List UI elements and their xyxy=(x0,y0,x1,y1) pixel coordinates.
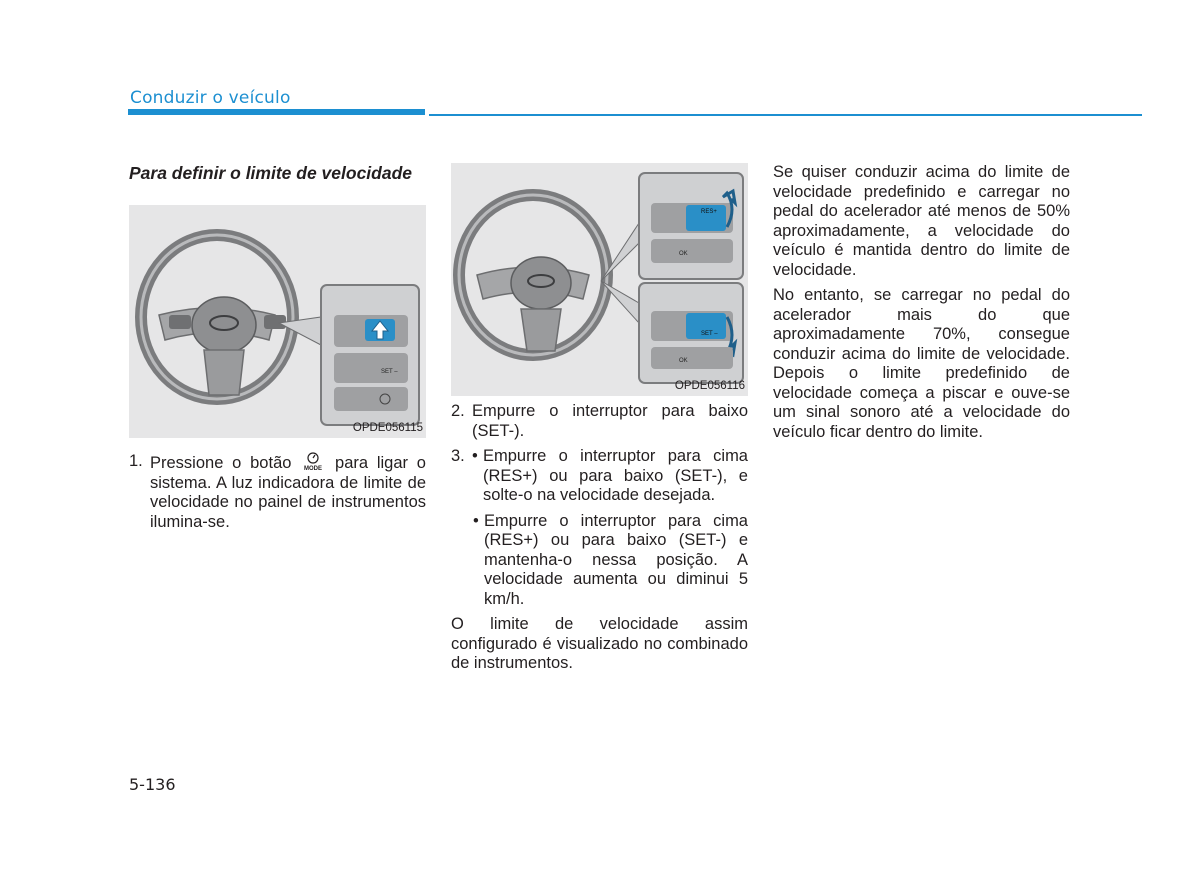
mode-button-icon xyxy=(300,452,326,472)
svg-text:RES+: RES+ xyxy=(701,209,717,215)
steering-wheel-illustration xyxy=(129,205,426,438)
step-number: 2. xyxy=(451,402,465,420)
paragraph: No entanto, se carregar no pedal do acelerador mais do que aproximadamente 70%, consegue conduzir acima do limite de velocidade. Depois o limite predefinido de velocidade começa a piscar e ouve-se um sinal sonoro até a velocidade do veículo ficar dentro do limite. xyxy=(773,286,1070,441)
section-title: Conduzir o veículo xyxy=(130,88,291,108)
column-left xyxy=(129,163,426,532)
step-bullet-text: Empurre o interruptor para cima (RES+) ou para baixo (SET-), e solte-o na velocidade desejada. xyxy=(483,447,748,504)
step-2 xyxy=(451,402,748,441)
column-right xyxy=(773,163,1070,442)
step-text: Pressione o botão xyxy=(150,454,292,472)
svg-text:SET –: SET – xyxy=(701,331,718,337)
svg-text:MODE: MODE xyxy=(304,466,323,472)
paragraph: Se quiser conduzir acima do limite de velocidade predefinido e carregar no pedal do acelerador até menos de 50% aproximadamente, a velocidade do veículo é mantida dentro do limite de velocidade. xyxy=(773,163,1070,279)
step-3-bullet-2 xyxy=(473,512,748,610)
figure-caption: OPDE056116 xyxy=(674,379,745,392)
step-number: 1. xyxy=(129,452,143,470)
steering-wheel-figure-1 xyxy=(129,205,426,438)
step-bullet-text: Empurre o interruptor para cima (RES+) ou para baixo (SET-) e mantenha-o nessa posição. A velocidade aumenta ou diminui 5 km/h. xyxy=(484,511,748,608)
figure-caption: OPDE056115 xyxy=(352,421,423,434)
step-text: Empurre o interruptor para baixo (SET-). xyxy=(472,402,748,440)
subheading: Para definir o limite de velocidade xyxy=(129,163,413,183)
step-number: 3. xyxy=(451,447,465,465)
svg-text:OK: OK xyxy=(679,251,688,257)
svg-text:OK: OK xyxy=(679,358,688,364)
column-middle xyxy=(451,163,748,674)
steering-wheel-switch-illustration xyxy=(451,163,748,396)
step-text-continued: para ligar o sistema. A luz indicadora de limite de velocidade no painel de instrumentos ilumina-se. xyxy=(150,454,426,531)
step-1 xyxy=(129,452,426,532)
closing-paragraph: O limite de velocidade assim configurado é visualizado no combinado de instrumentos. xyxy=(451,615,748,672)
header-rule-thick xyxy=(128,109,425,115)
step-3 xyxy=(451,447,748,506)
header-rule-thin xyxy=(429,114,1142,116)
svg-text:SET –: SET – xyxy=(381,369,398,375)
bullet-marker: • xyxy=(472,447,478,465)
steering-wheel-figure-2 xyxy=(451,163,748,396)
bullet-marker: • xyxy=(473,511,479,530)
page-number: 5-136 xyxy=(129,775,176,794)
